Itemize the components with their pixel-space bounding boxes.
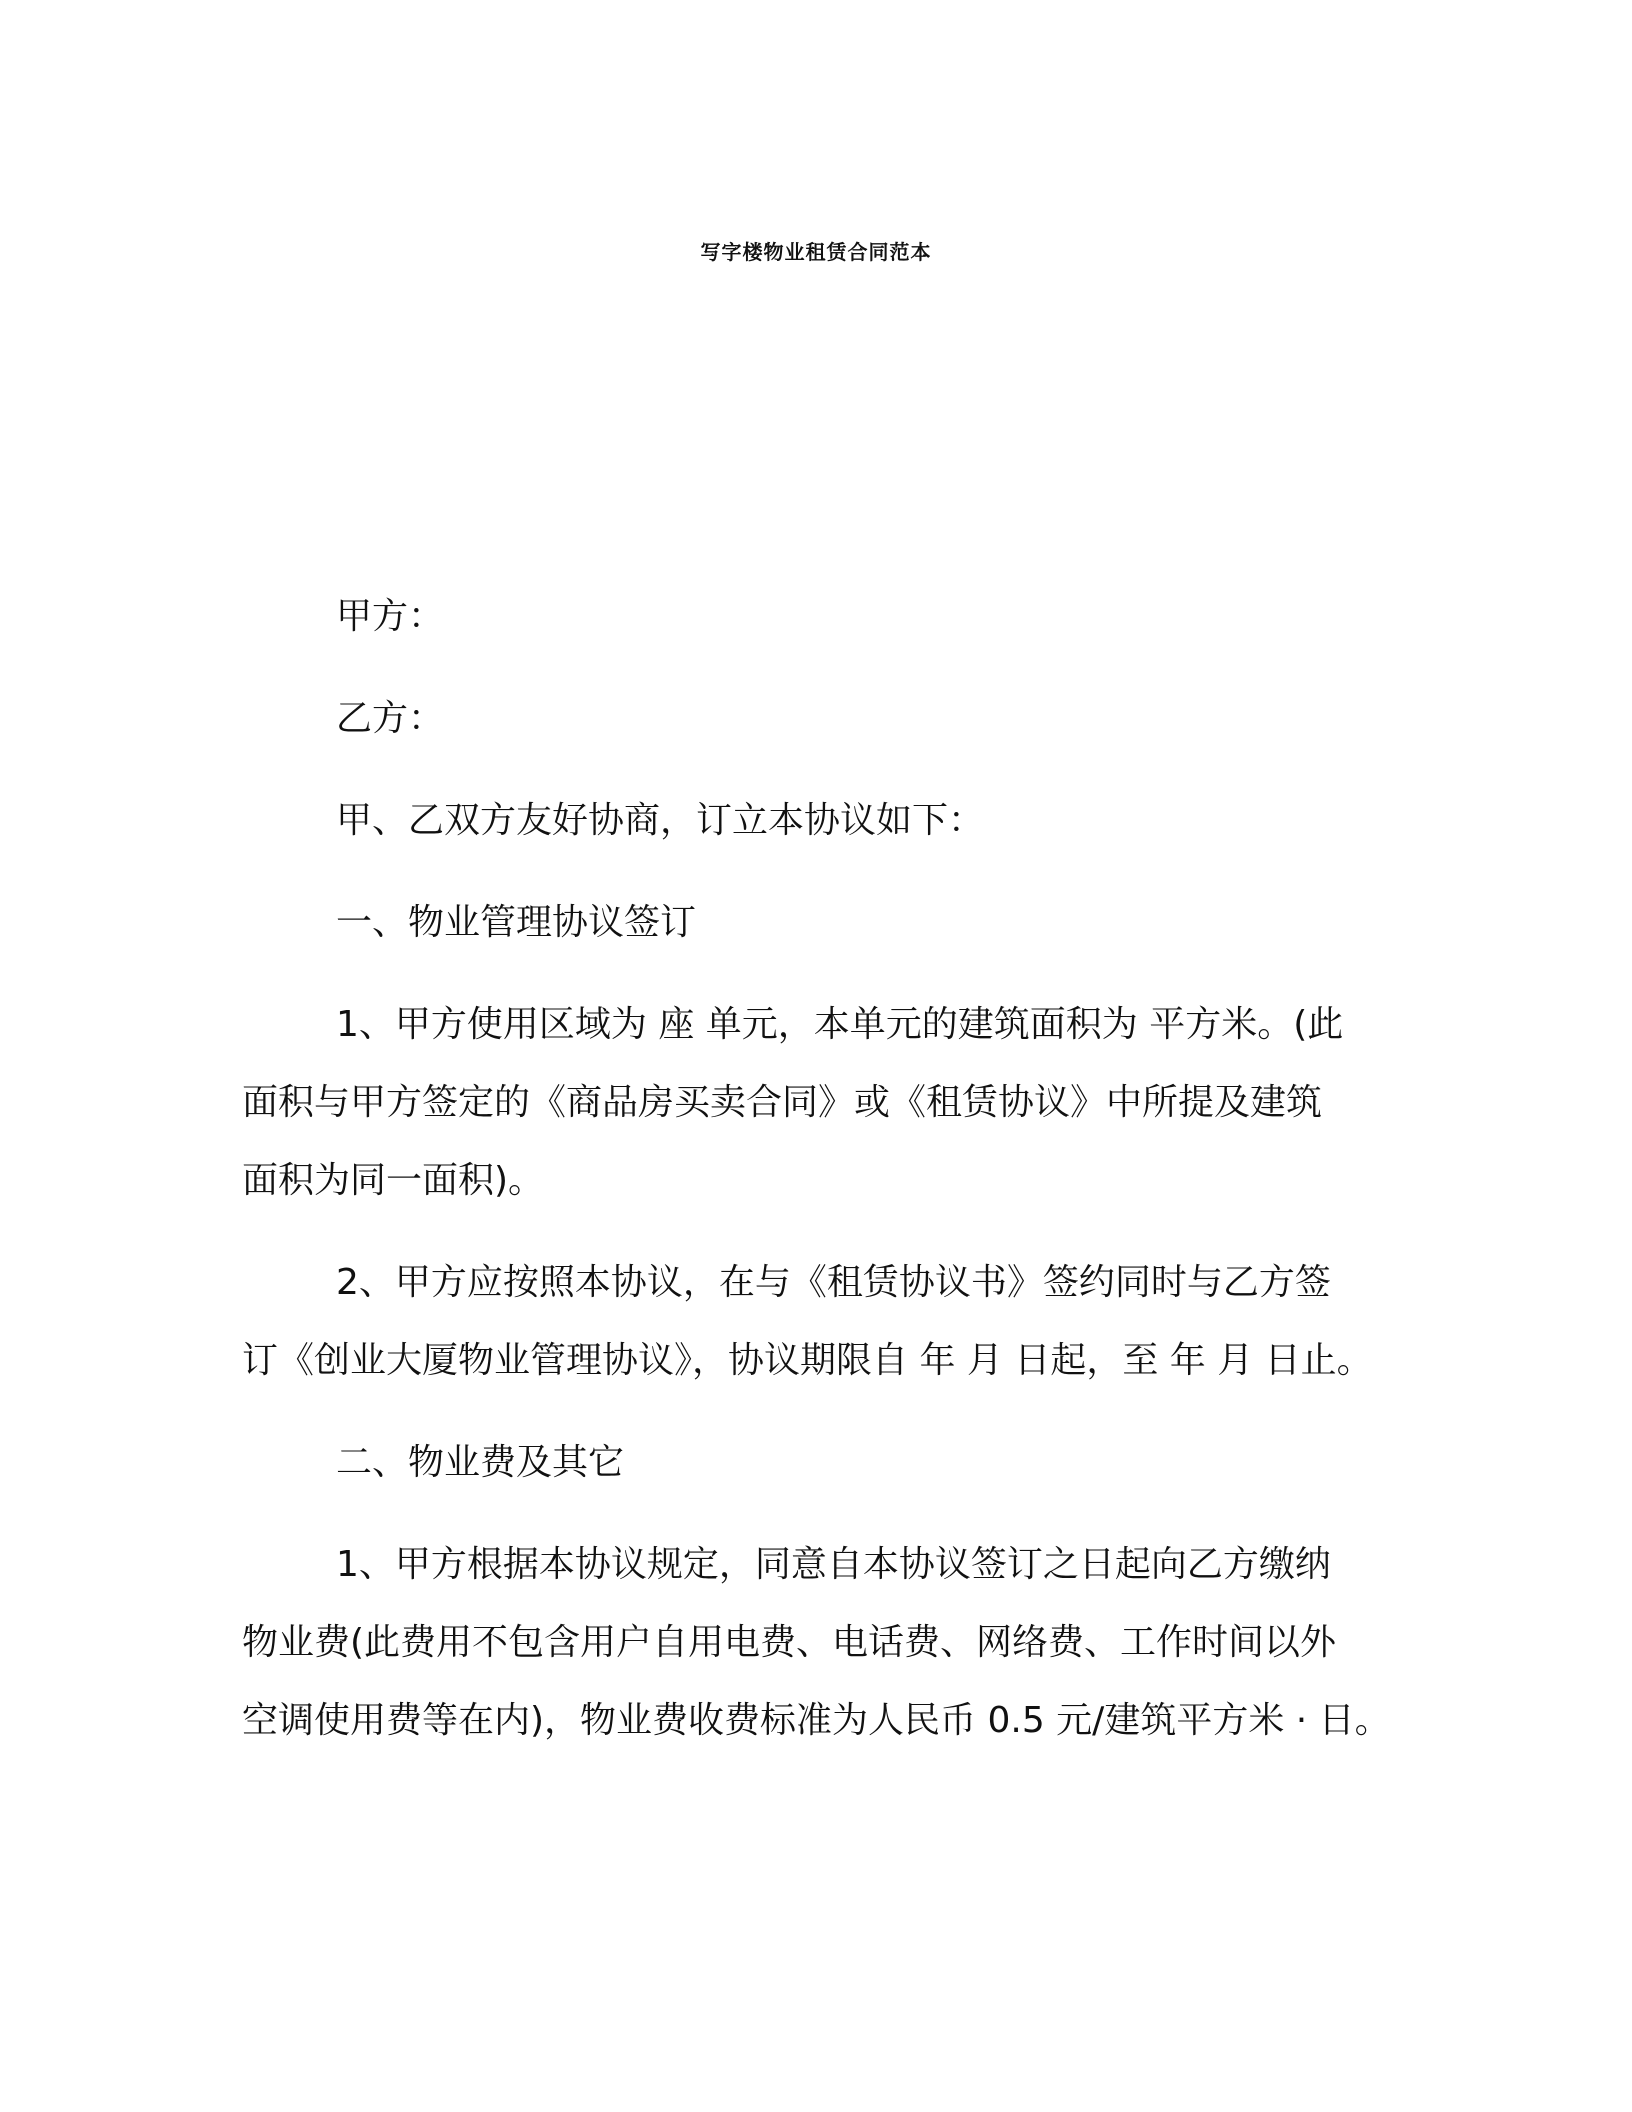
- section-2-clause-1-line-1: 1、甲方根据本协议规定，同意自本协议签订之日起向乙方缴纳: [336, 1544, 1331, 1585]
- intro-paragraph: 甲、乙双方友好协商，订立本协议如下：: [336, 800, 985, 841]
- document-title: 写字楼物业租赁合同范本: [700, 240, 932, 264]
- section-2-clause-1-line-2: 物业费(此费用不包含用户自用电费、电话费、网络费、工作时间以外: [242, 1622, 1337, 1663]
- section-2-clause-1-line-3: 空调使用费等在内)，物业费收费标准为人民币 0.5 元/建筑平方米 · 日。: [242, 1700, 1391, 1741]
- section-1-clause-1-line-3: 面积为同一面积)。: [242, 1160, 545, 1201]
- section-1-clause-2-line-2: 订《创业大厦物业管理协议》，协议期限自 年 月 日起，至 年 月 日止。: [242, 1340, 1373, 1381]
- section-1-clause-1-line-2: 面积与甲方签定的《商品房买卖合同》或《租赁协议》中所提及建筑: [242, 1082, 1323, 1123]
- section-1-clause-2-line-1: 2、甲方应按照本协议，在与《租赁协议书》签约同时与乙方签: [336, 1262, 1331, 1303]
- section-1-heading: 一、物业管理协议签订: [336, 902, 697, 943]
- party-b-label: 乙方：: [336, 698, 445, 739]
- party-a-label: 甲方：: [336, 596, 445, 637]
- section-2-heading: 二、物业费及其它: [336, 1442, 625, 1483]
- section-1-clause-1-line-1: 1、甲方使用区域为 座 单元，本单元的建筑面积为 平方米。(此: [336, 1004, 1344, 1045]
